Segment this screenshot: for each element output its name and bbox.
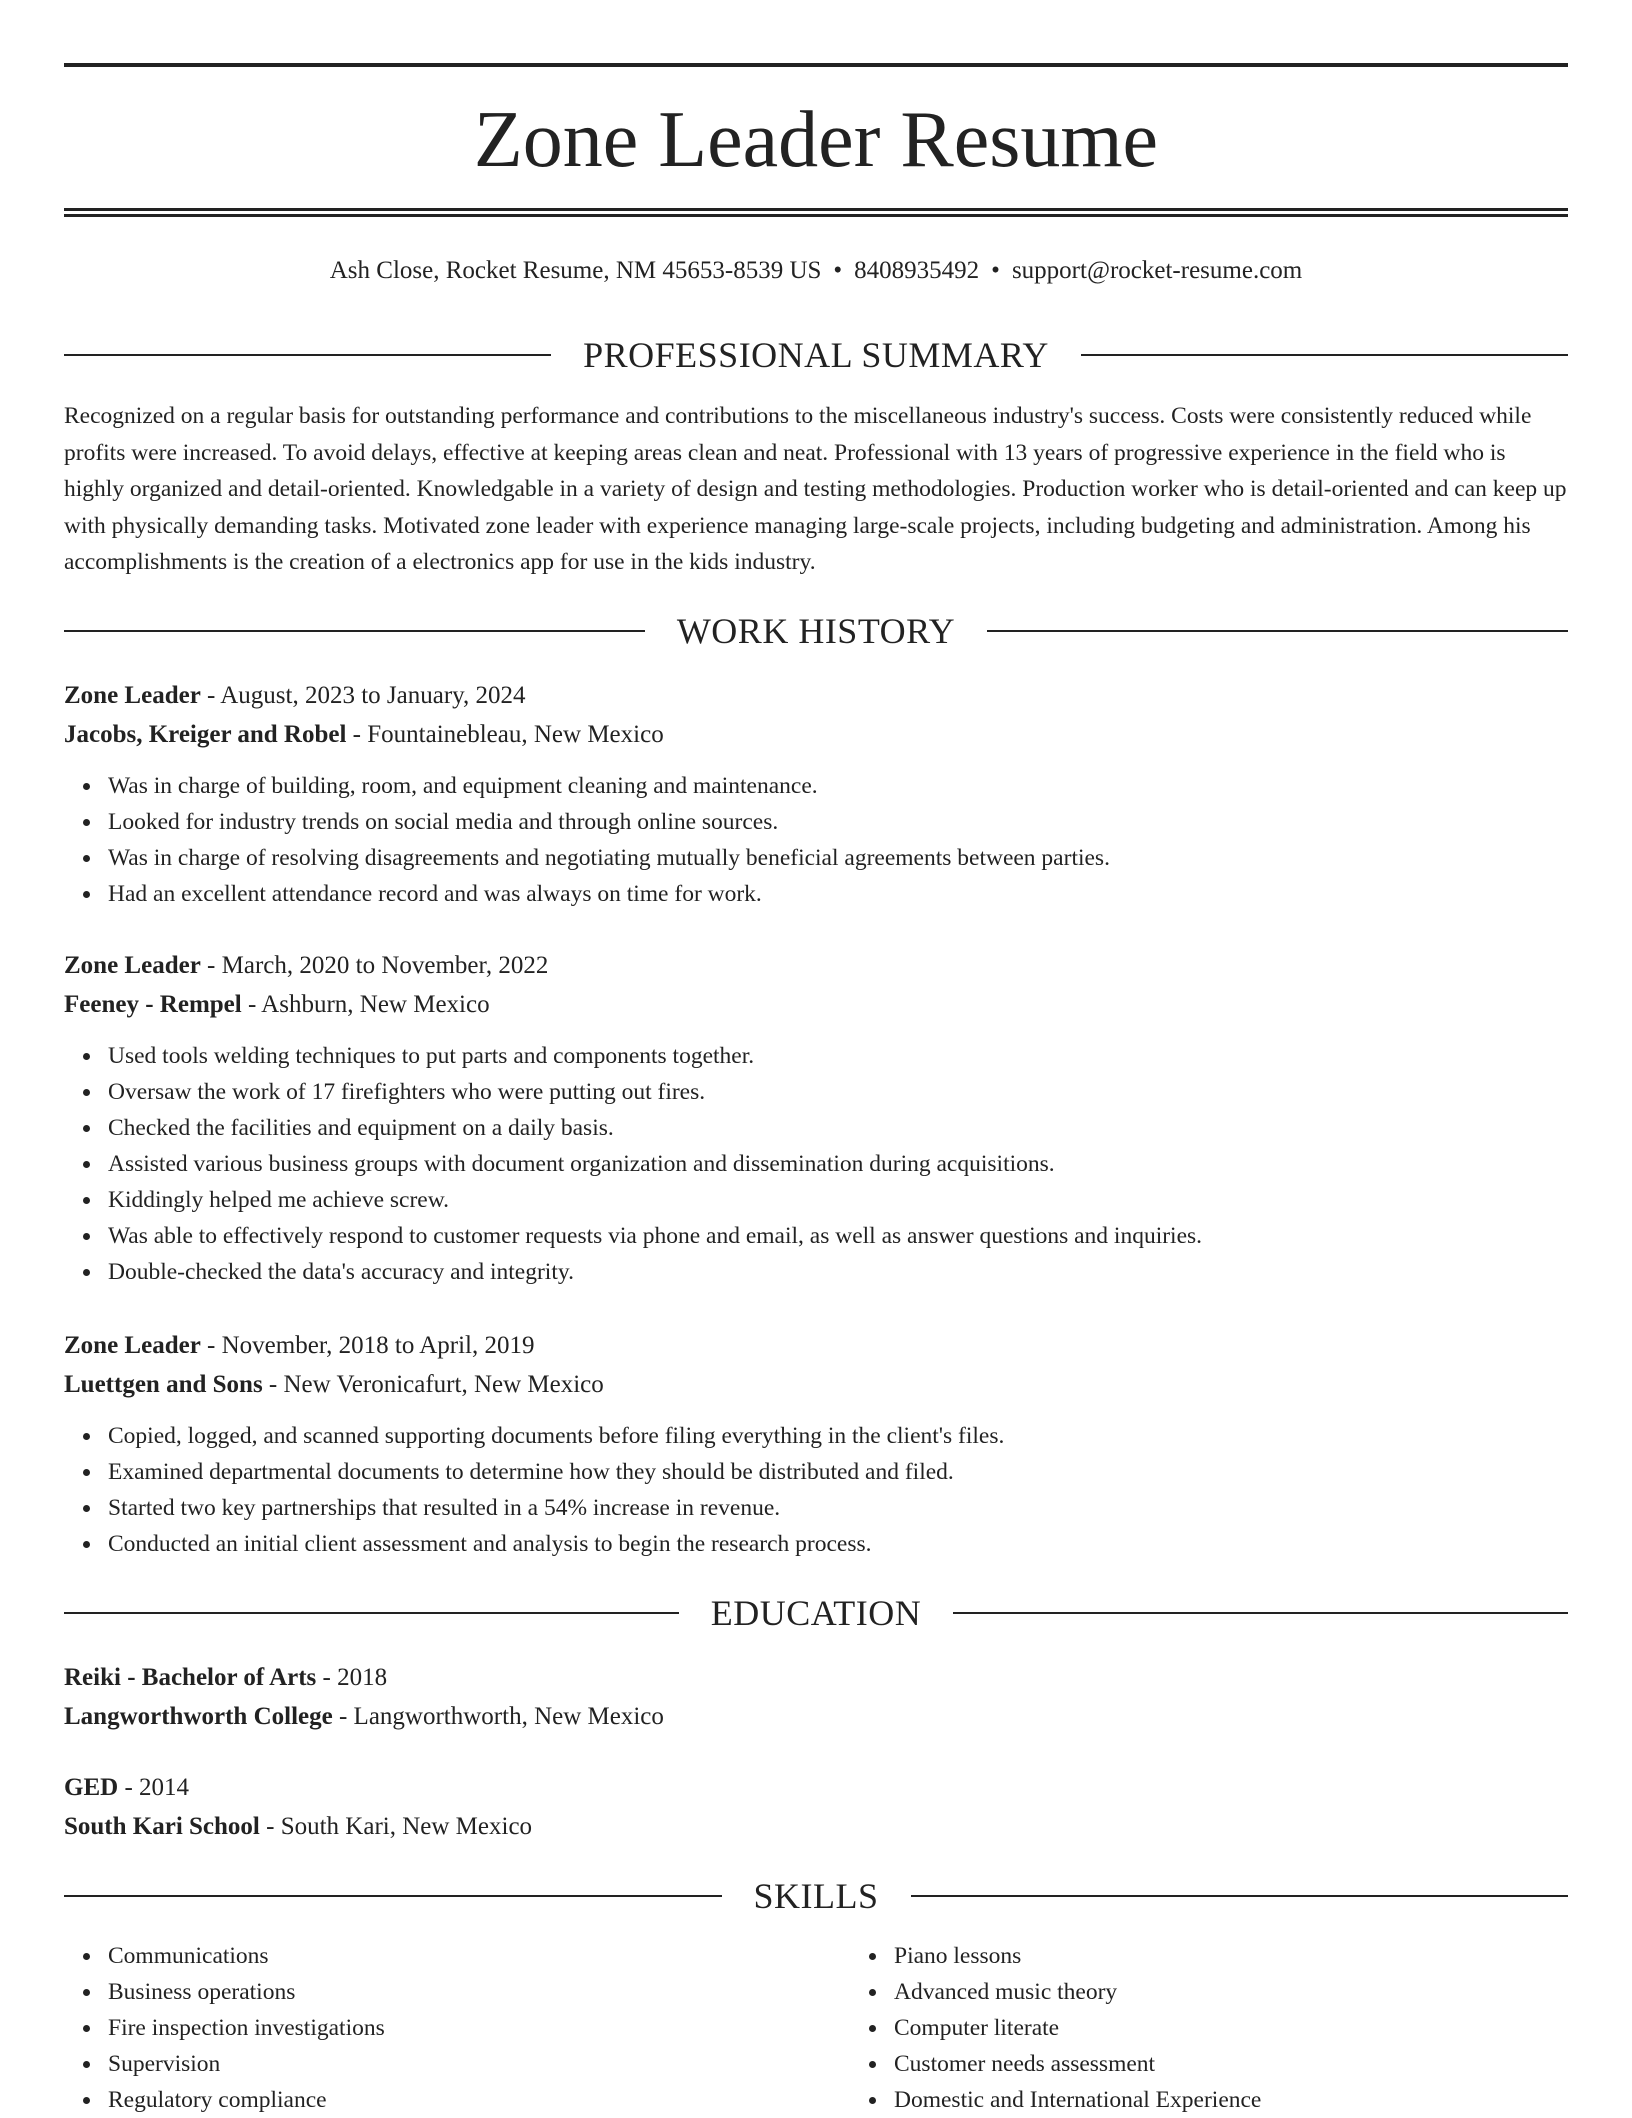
list-item: Was able to effectively respond to customer requests via phone and email, as well as answer questions and inquiries. (108, 1218, 1568, 1254)
job-location: - New Veronicafurt, New Mexico (262, 1371, 604, 1398)
list-item: Used tools welding techniques to put parts and components together. (108, 1038, 1568, 1074)
section-title: EDUCATION (710, 1593, 922, 1633)
contact-separator: • (833, 257, 843, 284)
skill-item: Communications (108, 1938, 850, 1974)
list-item: Was in charge of building, room, and equipment cleaning and maintenance. (108, 768, 1568, 804)
list-item: Started two key partnerships that resulted in a 54% increase in revenue. (108, 1490, 1568, 1526)
skills-column-right (850, 1938, 1568, 2118)
education-degree-line (64, 1768, 1568, 1807)
list-item: Was in charge of resolving disagreements and negotiating mutually beneficial agreements between parties. (108, 840, 1568, 876)
education-school: Langworthworth College (64, 1703, 333, 1730)
skill-item: Supervision (108, 2046, 850, 2082)
education-school: South Kari School (64, 1813, 260, 1840)
skill-item: Advanced music theory (894, 1974, 1568, 2010)
job-entry (64, 1326, 1568, 1562)
job-title-line (64, 676, 1568, 715)
list-item: Assisted various business groups with document organization and dissemination during acquisitions. (108, 1146, 1568, 1182)
section-title: WORK HISTORY (676, 611, 956, 651)
list-item: Looked for industry trends on social media and through online sources. (108, 804, 1568, 840)
education-location: - South Kari, New Mexico (259, 1813, 533, 1840)
section-title: SKILLS (753, 1876, 879, 1916)
job-company-line (64, 715, 1568, 754)
education-entry (64, 1768, 1568, 1846)
skill-item: Computer literate (894, 2010, 1568, 2046)
skill-item: Business operations (108, 1974, 850, 2010)
section-rule (64, 1612, 679, 1614)
contact-address: Ash Close, Rocket Resume, NM 45653-8539 US (329, 257, 822, 284)
job-location: - Fountainebleau, New Mexico (346, 721, 664, 748)
list-item: Double-checked the data's accuracy and integrity. (108, 1254, 1568, 1290)
section-rule (953, 1612, 1568, 1614)
contact-separator: • (991, 257, 1000, 284)
section-header-skills (64, 1874, 1568, 1918)
list-item: Had an excellent attendance record and was always on time for work. (108, 876, 1568, 912)
list-item: Examined departmental documents to determine how they should be distributed and filed. (108, 1454, 1568, 1490)
skill-item: Fire inspection investigations (108, 2010, 850, 2046)
skills-list (64, 1938, 1568, 2118)
section-header-summary (64, 333, 1568, 377)
job-company: Jacobs, Kreiger and Robel (64, 721, 347, 748)
job-entry (64, 676, 1568, 912)
job-company: Feeney - Rempel (64, 991, 242, 1018)
contact-line (64, 254, 1568, 288)
job-bullets (64, 1038, 1568, 1290)
section-rule (64, 630, 645, 632)
skill-item: Customer needs assessment (894, 2046, 1568, 2082)
job-dates: - March, 2020 to November, 2022 (200, 952, 549, 979)
section-rule (64, 1895, 722, 1897)
education-degree: Reiki - Bachelor of Arts (64, 1664, 317, 1691)
page-title: Zone Leader Resume (473, 96, 1159, 184)
education-year: - 2018 (316, 1664, 388, 1691)
job-location: - Ashburn, New Mexico (241, 991, 490, 1018)
section-rule (1081, 354, 1568, 356)
contact-phone: 8408935492 (854, 257, 980, 284)
section-rule (911, 1895, 1569, 1897)
job-dates: - November, 2018 to April, 2019 (200, 1332, 535, 1359)
education-location: - Langworthworth, New Mexico (332, 1703, 664, 1730)
list-item: Copied, logged, and scanned supporting documents before filing everything in the client's files. (108, 1418, 1568, 1454)
job-entry (64, 946, 1568, 1290)
job-title-line (64, 1326, 1568, 1365)
skills-column-left (64, 1938, 850, 2118)
education-degree: GED (64, 1774, 119, 1801)
job-role: Zone Leader (64, 952, 201, 979)
list-item: Oversaw the work of 17 firefighters who were putting out fires. (108, 1074, 1568, 1110)
education-year: - 2014 (118, 1774, 190, 1801)
job-dates: - August, 2023 to January, 2024 (200, 682, 526, 709)
section-header-education (64, 1591, 1568, 1635)
skill-item: Domestic and International Experience (894, 2082, 1568, 2118)
section-rule (987, 630, 1568, 632)
section-rule (64, 354, 551, 356)
list-item: Kiddingly helped me achieve screw. (108, 1182, 1568, 1218)
education-school-line (64, 1697, 1568, 1736)
education-degree-line (64, 1658, 1568, 1697)
summary-text: Recognized on a regular basis for outstanding performance and contributions to the miscellaneous industry's success. Costs were consistently reduced while profits were increased. To avoid delays, effective at keeping areas clean and neat. Professional with 13 years of progressive experience in the field who is highly organized and detail-oriented. Knowledgable in a variety of design and testing methodologies. Production worker who is detail-oriented and can keep up with physically demanding tasks. Motivated zone leader with experience managing large-scale projects, including budgeting and administration. Among his accomplishments is the creation of a electronics app for use in the kids industry. (64, 403, 1567, 575)
job-company: Luettgen and Sons (64, 1371, 263, 1398)
job-company-line (64, 1365, 1568, 1404)
skill-item: Regulatory compliance (108, 2082, 850, 2118)
section-title: PROFESSIONAL SUMMARY (583, 335, 1049, 375)
job-role: Zone Leader (64, 682, 201, 709)
list-item: Conducted an initial client assessment and analysis to begin the research process. (108, 1526, 1568, 1562)
job-bullets (64, 1418, 1568, 1562)
education-entry (64, 1658, 1568, 1736)
top-rule (64, 63, 1568, 67)
job-bullets (64, 768, 1568, 912)
job-role: Zone Leader (64, 1332, 201, 1359)
education-school-line (64, 1807, 1568, 1846)
job-company-line (64, 985, 1568, 1024)
list-item: Checked the facilities and equipment on a daily basis. (108, 1110, 1568, 1146)
title-double-rule (64, 208, 1568, 217)
skill-item: Piano lessons (894, 1938, 1568, 1974)
section-header-work (64, 609, 1568, 653)
contact-email: support@rocket-resume.com (1011, 257, 1303, 284)
job-title-line (64, 946, 1568, 985)
